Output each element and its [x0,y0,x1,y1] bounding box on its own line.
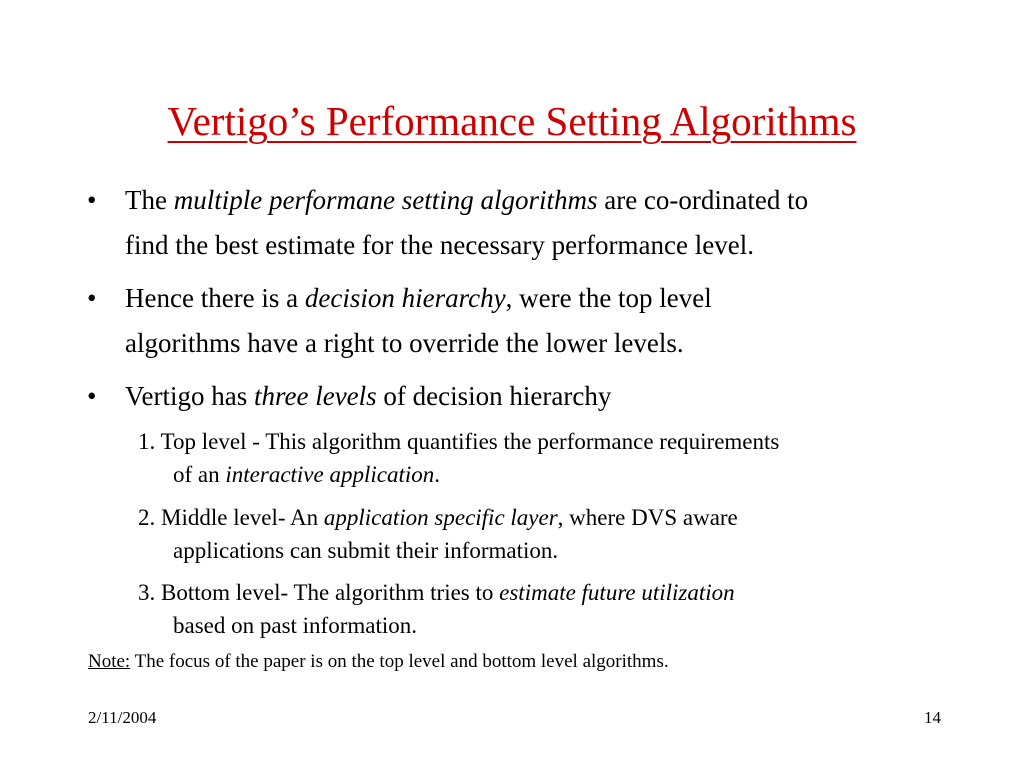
bullet-marker: • [87,381,97,411]
bullet-marker: • [87,283,97,313]
note-text: The focus of the paper is on the top level and bottom level algorithms. [130,651,669,672]
emphasis-text: three levels [253,381,377,411]
bullet-text: Vertigo has three levels of decision hierarchy [125,381,612,411]
emphasis-text: multiple performane setting algorithms [173,185,598,215]
bullet-text: The multiple performane setting algorithms are co-ordinated to find the best estimate for the necessary performance level. [125,185,809,260]
bullet-text: Hence there is a decision hierarchy, were the top level algorithms have a right to override the lower levels. [125,283,712,358]
emphasis-text: application specific layer [323,505,558,530]
slide-title-text: Vertigo’s Performance Setting Algorithms [167,98,857,144]
emphasis-text: estimate future utilization [499,580,735,605]
slide-number: 14 [924,708,941,727]
slide-title [0,94,1024,148]
level-item-bottom: 3. Bottom level- The algorithm tries to estimate future utilization based on past information. [138,580,735,638]
slide-note [88,648,988,676]
emphasis-text: interactive application [225,462,435,487]
level-item-middle: 2. Middle level- An application specific layer, where DVS aware applications can submit their information. [138,505,738,563]
level-item-top: 1. Top level - This algorithm quantifies the performance requirements of an interactive application. [138,429,780,487]
bullet-marker: • [87,185,97,215]
footer-date: 2/11/2004 [88,708,157,727]
note-label: Note: [88,651,131,672]
emphasis-text: decision hierarchy [304,283,506,313]
